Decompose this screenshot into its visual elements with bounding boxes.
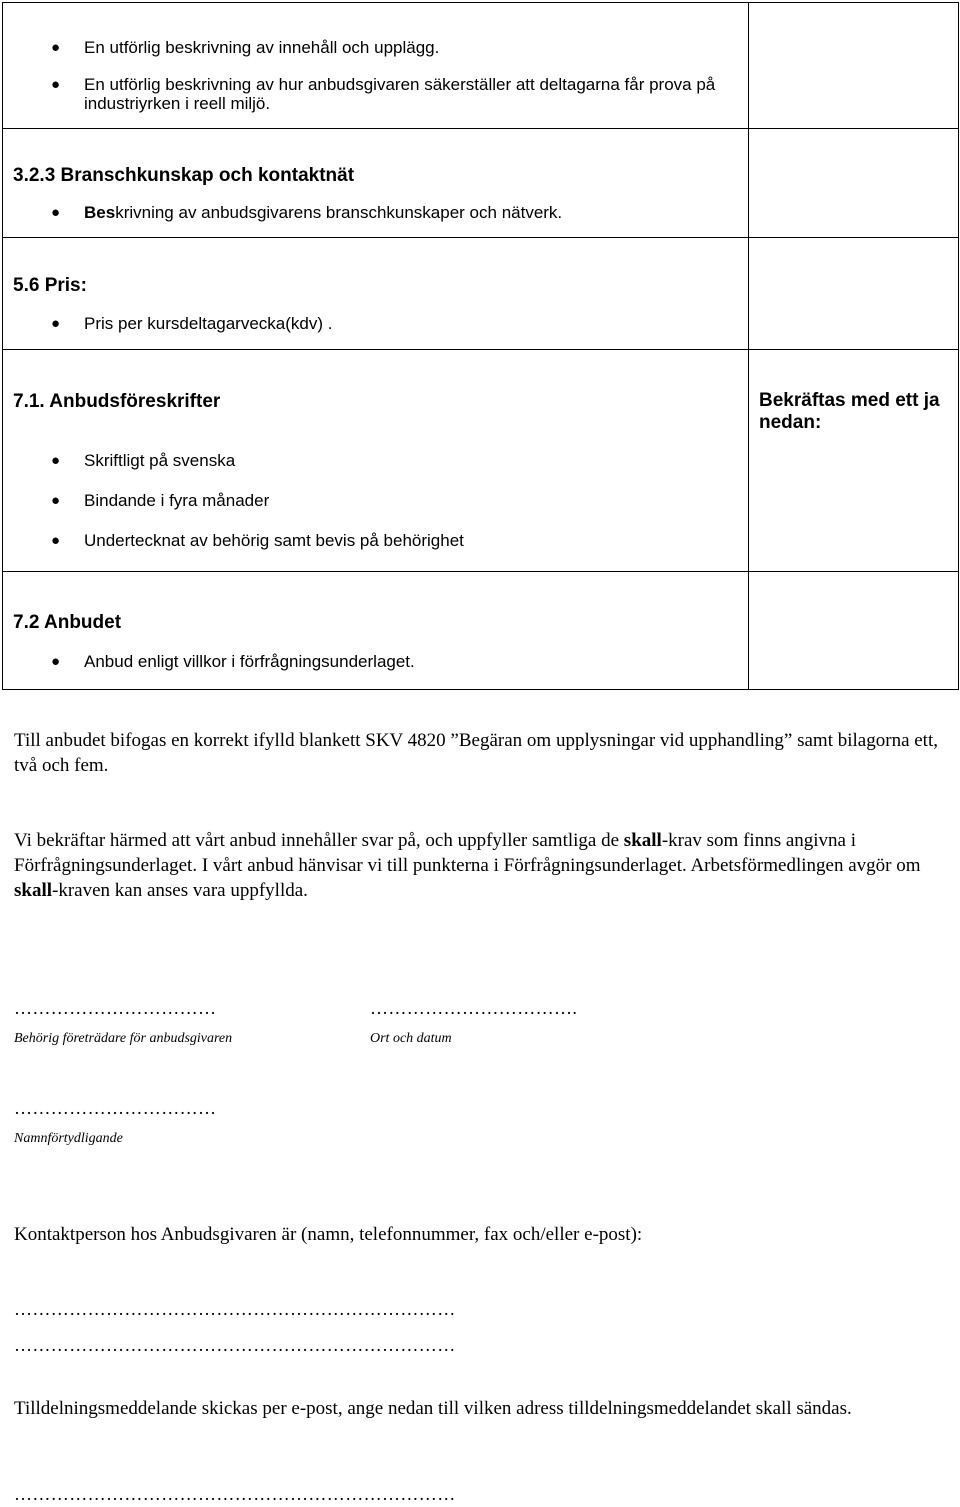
section-heading: 5.6 Pris: (13, 275, 87, 296)
signature-caption: Behörig företrädare för anbudsgivaren (14, 1031, 233, 1046)
list-item: ● En utförlig beskrivning av hur anbudsgivaren säkerställer att deltagarna får prova på industriyrken i reell miljö. (51, 75, 716, 113)
signature-line[interactable]: …………………………… (14, 998, 217, 1018)
contact-line[interactable]: ……………………………………………………………… (14, 1299, 456, 1319)
confirmation-cell[interactable] (749, 238, 959, 350)
list-item: ● Undertecknat av behörig samt bevis på behörighet (51, 531, 464, 550)
requirements-table (2, 2, 959, 690)
confirmation-cell[interactable] (749, 3, 959, 129)
confirmation-cell[interactable] (749, 129, 959, 238)
list-item: ● Bindande i fyra månader (51, 491, 270, 510)
bullet-icon: ● (51, 204, 61, 221)
section-heading: 7.1. Anbudsföreskrifter (13, 391, 221, 412)
contact-label: Kontaktperson hos Anbudsgivaren är (namn, telefonnummer, fax och/eller e-post): (14, 1224, 643, 1245)
email-line[interactable]: ……………………………………………………………… (14, 1484, 456, 1504)
requirement-cell (3, 3, 749, 129)
place-date-caption: Ort och datum (370, 1031, 452, 1046)
list-item: ● Beskrivning av anbudsgivarens branschkunskaper och nätverk. (51, 203, 563, 222)
list-item: ● En utförlig beskrivning av innehåll och upplägg. (51, 38, 440, 57)
requirement-cell (3, 572, 749, 690)
confirmation-paragraph: Vi bekräftar härmed att vårt anbud innehåller svar på, och uppfyller samtliga de skall-krav som finns angivna i Förfrågningsunderlaget. I vårt anbud hänvisar vi till punkterna i Förfrågningsunderlaget. Arbetsförmedlingen avgör om skall-kraven kan anses vara uppfyllda. (14, 830, 921, 901)
list-item: ● Pris per kursdeltagarvecka(kdv) . (51, 314, 333, 333)
requirement-cell (3, 238, 749, 350)
table-row (3, 238, 959, 350)
attachment-paragraph: Till anbudet bifogas en korrekt ifylld blankett SKV 4820 ”Begäran om upplysningar vid upphandling” samt bilagorna ett, två och fem. (14, 730, 938, 776)
name-clarification-line[interactable]: …………………………… (14, 1098, 217, 1118)
confirmation-heading: Bekräftas med ett ja nedan: (759, 390, 940, 433)
place-date-line[interactable]: ……………………………. (370, 998, 578, 1018)
bullet-icon: ● (51, 492, 61, 509)
bullet-icon: ● (51, 39, 61, 56)
table-row (3, 129, 959, 238)
list-item: ● Anbud enligt villkor i förfrågningsunderlaget. (51, 652, 415, 671)
contact-line[interactable]: ……………………………………………………………… (14, 1335, 456, 1355)
bullet-icon: ● (51, 532, 61, 549)
requirement-cell (3, 350, 749, 572)
name-clarification-caption: Namnförtydligande (14, 1131, 123, 1146)
table-row (3, 572, 959, 690)
table-row (3, 350, 959, 572)
bullet-icon: ● (51, 315, 61, 332)
list-item: ● Skriftligt på svenska (51, 451, 236, 470)
requirement-cell (3, 129, 749, 238)
bullet-icon: ● (51, 653, 61, 670)
table-row (3, 3, 959, 129)
confirmation-cell[interactable] (749, 572, 959, 690)
section-heading: 7.2 Anbudet (13, 612, 122, 633)
bullet-icon: ● (51, 452, 61, 469)
bullet-icon: ● (51, 76, 61, 93)
confirmation-cell[interactable] (749, 350, 959, 572)
notice-paragraph: Tilldelningsmeddelande skickas per e-post, ange nedan till vilken adress tilldelningsmeddelandet skall sändas. (14, 1398, 852, 1419)
section-heading: 3.2.3 Branschkunskap och kontaktnät (13, 165, 355, 186)
